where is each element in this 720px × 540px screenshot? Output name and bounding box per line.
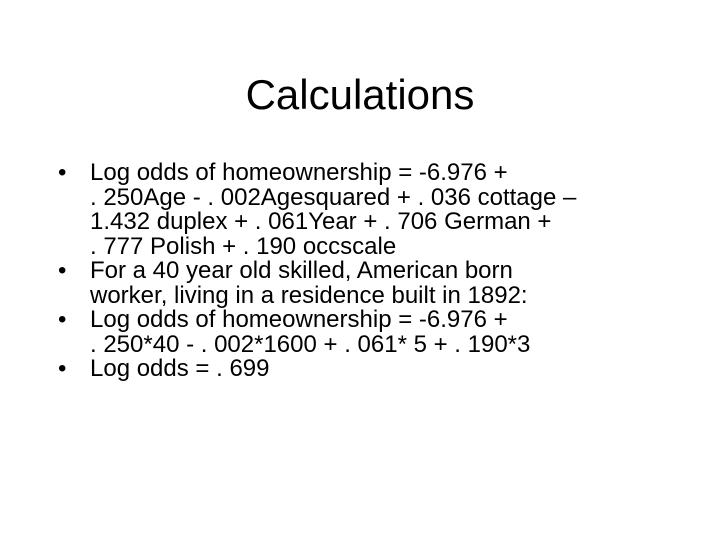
bullet-line: . 250Age - . 002Agesquared + . 036 cottage – bbox=[90, 183, 577, 211]
bullet-item-substitution bbox=[58, 308, 698, 357]
bullet-line: Log odds = . 699 bbox=[90, 355, 270, 382]
bullet-item-model-equation bbox=[58, 161, 698, 259]
bullet-line: . 777 Polish + . 190 occscale bbox=[90, 232, 397, 260]
bullet-glyph: • bbox=[58, 159, 67, 186]
bullet-line: Log odds of homeownership = -6.976 + bbox=[90, 306, 508, 333]
bullet-list bbox=[58, 161, 698, 382]
bullet-line: 1.432 duplex + . 061Year + . 706 German + bbox=[90, 208, 552, 235]
bullet-line: . 250*40 - . 002*1600 + . 061* 5 + . 190*3 bbox=[90, 330, 531, 358]
bullet-glyph: • bbox=[58, 355, 67, 382]
bullet-line: worker, living in a residence built in 1892: bbox=[90, 281, 528, 309]
slide-title: Calculations bbox=[245, 71, 475, 118]
bullet-item-result bbox=[58, 357, 698, 382]
bullet-item-example-case bbox=[58, 259, 698, 308]
bullet-line: For a 40 year old skilled, American born bbox=[90, 257, 513, 284]
bullet-glyph: • bbox=[58, 306, 67, 333]
bullet-glyph: • bbox=[58, 257, 67, 284]
bullet-line: Log odds of homeownership = -6.976 + bbox=[90, 159, 508, 186]
